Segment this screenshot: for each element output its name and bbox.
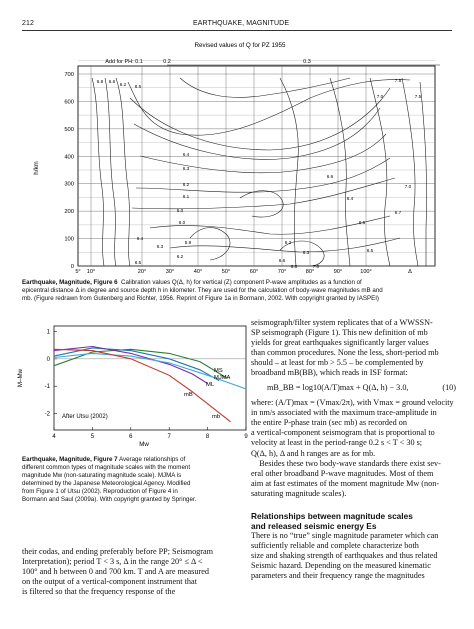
fig7-curve-label: MJMA	[214, 375, 231, 381]
fig6-contour-label: 6.5	[134, 84, 142, 89]
fig6-x-tick: 20°	[137, 269, 147, 273]
right-top-l1: SP seismograph (Figure 1). This new definition of mb	[251, 328, 428, 338]
left-text-l0: their codas, and ending preferably before PP; Seismogram	[22, 547, 213, 556]
right-mid-l4: velocity at least in the period-range 0.2 s < T < 30 s;	[251, 438, 423, 448]
fig6-contour-label: 6.2	[176, 254, 184, 259]
fig6-caption-l1: epicentral distance Δ in degree and source depth h in kilometer. They are used for the calculation of body-wave magnitudes mB and	[22, 287, 383, 295]
fig6-contour-label: 7.0	[404, 184, 412, 189]
fig6-contour-label: 6.6	[108, 79, 116, 84]
right-mid-l3: a vertical-component seismogram that is proportional to	[251, 428, 435, 438]
fig7-x-tick: 7	[167, 434, 171, 440]
fig7-y-label: M–Mw	[17, 368, 24, 388]
fig6-x-tick: 40°	[193, 269, 203, 273]
fig7-x-tick: 4	[52, 434, 56, 440]
fig7-y-tick: -2	[44, 411, 50, 418]
fig6-y-tick: 300	[64, 181, 74, 188]
fig6-x-tick: 50°	[221, 269, 231, 273]
fig6-x-tick: 5°	[75, 269, 81, 273]
right-mid-l9: saturating magnitude scales).	[251, 488, 347, 498]
right-top-l5: broadband mB(BB), which reads in ISF format:	[251, 368, 408, 378]
header-rule	[22, 30, 452, 31]
fig7-plot-area	[45, 326, 248, 440]
fig6-contour-label: 6.6	[278, 258, 286, 263]
right-top-l2: yields for great earthquakes significantly larger values	[251, 338, 429, 348]
right-bottom-l3: Seismic hazard. Depending on the measured kinematic	[251, 560, 431, 570]
fig6-contour-label: 6.0	[176, 208, 184, 213]
right-mid-l6: Besides these two body-wave standards there exist sev-	[251, 458, 441, 468]
right-top-l0: seismograph/filter system replicates that of a WWSSN-	[251, 318, 433, 327]
fig6-x-tick: 10°	[86, 269, 96, 273]
page-number: 212	[22, 20, 34, 27]
figure7-magnitude-chart	[16, 318, 248, 448]
fig6-x-tick: 80°	[305, 269, 315, 273]
fig7-x-tick: 5	[90, 434, 95, 440]
fig6-contour-label: 6.2	[119, 82, 127, 87]
fig7-curve-label: ML	[206, 382, 215, 388]
right-bottom-l2: size and shaking strength of earthquakes and thus related	[251, 550, 438, 560]
fig6-contour-label: 6.4	[346, 196, 354, 201]
fig6-contour-label: 6.3	[302, 250, 310, 255]
right-mid-l5: Q(Δ, h), Δ and h ranges are as for mb.	[251, 448, 376, 458]
fig6-contour-label: 6.6	[326, 174, 334, 179]
fig6-plot-area	[64, 38, 435, 273]
running-title: EARTHQUAKE, MAGNITUDE	[193, 20, 290, 27]
fig7-x-label: Mw	[139, 441, 149, 448]
fig6-contour-label: 6.1	[182, 194, 190, 199]
fig7-y-tick: 0	[46, 356, 50, 363]
fig7-caption-l1: different common types of magnitude scales with the moment	[22, 464, 191, 472]
fig7-caption-bold: Earthquake, Magnitude, Figure 7	[22, 456, 118, 463]
fig6-x-tick: 70°	[277, 269, 287, 273]
fig6-y-tick: 500	[64, 126, 74, 133]
fig7-caption-l4: from Figure 1 of Utsu (2002). Reproduction of Figure 4 in	[22, 488, 178, 496]
fig6-top-title: Revised values of Q for PZ 1955	[194, 42, 286, 49]
fig6-caption-l0: Calibration values Q(Δ, h) for vertical (Z) component P-wave amplitudes as a function of	[121, 279, 362, 286]
fig6-contour-label: 6.5	[358, 220, 366, 225]
equation-number: (10)	[442, 383, 456, 393]
right-mid-l1: in nm/s associated with the maximum trace-amplitude in	[251, 408, 437, 418]
fig6-contour-label: 6.4	[182, 152, 190, 157]
section-heading-l1: and released seismic energy Es	[251, 520, 377, 531]
fig6-y-tick: 0	[70, 264, 74, 270]
right-mid-l0: where: (A/T)max = (Vmax/2π), with Vmax = ground velocity	[251, 398, 454, 408]
equation-text: mB_BB = log10(A/T)max + Q(Δ, h) − 3.0,	[267, 383, 409, 393]
right-mid-l7: eral other broadband P-wave magnitudes. Most of them	[251, 468, 434, 478]
left-text-l1: Interpretation); period T < 3 s, Δ in the range 20° ≤ Δ <	[22, 557, 203, 567]
fig6-contour-label: 6.5	[366, 248, 374, 253]
figure6-caption	[22, 279, 454, 303]
fig6-y-tick: 200	[64, 209, 74, 216]
fig6-contour-label: 7.5	[414, 94, 422, 99]
fig6-caption-l2: mb. (Figure redrawn from Gutenberg and Richter, 1956. Reprint of Figure 1a in Bormann, 2002. With copyright granted by IASPEI)	[22, 295, 379, 303]
fig6-contour-label: 7.0	[312, 264, 320, 269]
right-bottom-l1: sufficiently reliable and complete characterize both	[251, 540, 419, 550]
left-text-l2: 100° and h between 0 and 700 km. T and A are measured	[22, 567, 209, 577]
fig6-contour-label: 6.7	[394, 210, 402, 215]
fig6-x-tick: Δ	[408, 269, 412, 273]
fig6-x-tick: 100°	[360, 269, 372, 273]
fig6-y-tick: 700	[64, 72, 74, 78]
right-top-l4: should – at least for mb > 5.5 – be complemented by	[251, 358, 424, 368]
equation-block	[251, 378, 456, 398]
fig6-left-title: Add for PH: 0.1	[105, 59, 143, 65]
fig6-contour-label: 7.5	[394, 78, 402, 83]
fig7-caption-l2: magnitude Mw (non-saturating magnitude scale). MJMA is	[22, 472, 182, 480]
left-text-l4: is filtered so that the frequency response of the	[22, 587, 176, 597]
fig7-curve-label: mb	[212, 414, 221, 420]
fig6-x-tick: 60°	[249, 269, 259, 273]
fig6-contour-label: 6.8	[290, 264, 298, 269]
fig6-contour-label: 5.9	[184, 240, 192, 245]
section-heading-l0: Relationships between magnitude scales	[251, 510, 413, 521]
fig7-annotation: After Utsu (2002)	[62, 414, 108, 420]
fig6-y-tick: 600	[64, 99, 74, 106]
fig7-curve-label: MS	[214, 368, 223, 374]
fig7-y-tick: -1	[44, 384, 50, 391]
figure6-contour-plot	[30, 38, 450, 273]
fig6-contour-label: 6.3	[156, 244, 164, 249]
right-bottom-l0: There is no “true” single magnitude parameter which can	[251, 530, 439, 540]
fig6-contour-label: 6.0	[178, 220, 186, 225]
fig6-top-scale-1: 0.3	[303, 59, 311, 65]
fig6-contour-label: 6.2	[182, 182, 190, 187]
fig6-contour-label: 6.2	[284, 240, 292, 245]
left-text-l3: on the output of a vertical-component instrument that	[22, 577, 197, 587]
fig6-y-label: h/km	[33, 161, 40, 175]
fig6-contour-label: 6.4	[136, 236, 144, 241]
section-heading	[251, 511, 456, 531]
right-mid-l8: aim at fast estimates of the moment magnitude Mw (non-	[251, 478, 440, 488]
fig6-caption-bold: Earthquake, Magnitude, Figure 6	[22, 279, 118, 286]
fig6-x-tick: 90°	[333, 269, 343, 273]
fig6-top-scale-0: 0.2	[163, 59, 171, 65]
fig6-y-tick: 400	[64, 154, 74, 161]
fig7-x-tick: 9	[244, 434, 248, 440]
fig7-caption-l5: Bormann and Saul (2009a). With copyright granted by Springer.	[22, 496, 197, 504]
fig7-curve-label: mB	[184, 392, 193, 398]
fig6-contour-label: 7.0	[376, 94, 384, 99]
fig7-y-tick: 1	[46, 329, 50, 336]
fig7-caption-l0: Average relationships of	[118, 456, 186, 463]
fig6-contour-label: 6.3	[182, 166, 190, 171]
fig6-contour-label: 6.8	[96, 79, 104, 84]
fig6-x-tick: 30°	[165, 269, 175, 273]
left-column-text	[22, 547, 246, 597]
fig6-contour-label: 6.5	[134, 260, 142, 265]
fig6-y-tick: 100	[64, 236, 74, 243]
right-bottom-l4: parameters and their frequency range the magnitudes	[251, 570, 425, 580]
fig7-x-tick: 6	[129, 434, 133, 440]
figure7-caption	[22, 456, 244, 505]
fig7-caption-l3: determined by the Japanese Meteorological Agency. Modified	[22, 480, 191, 488]
right-top-l3: than common procedures. None the less, short-period mb	[251, 348, 439, 358]
right-column-text	[251, 318, 456, 581]
right-mid-l2: the entire P-phase train (sec mb) as recorded on	[251, 418, 407, 428]
fig7-x-tick: 8	[205, 434, 210, 440]
